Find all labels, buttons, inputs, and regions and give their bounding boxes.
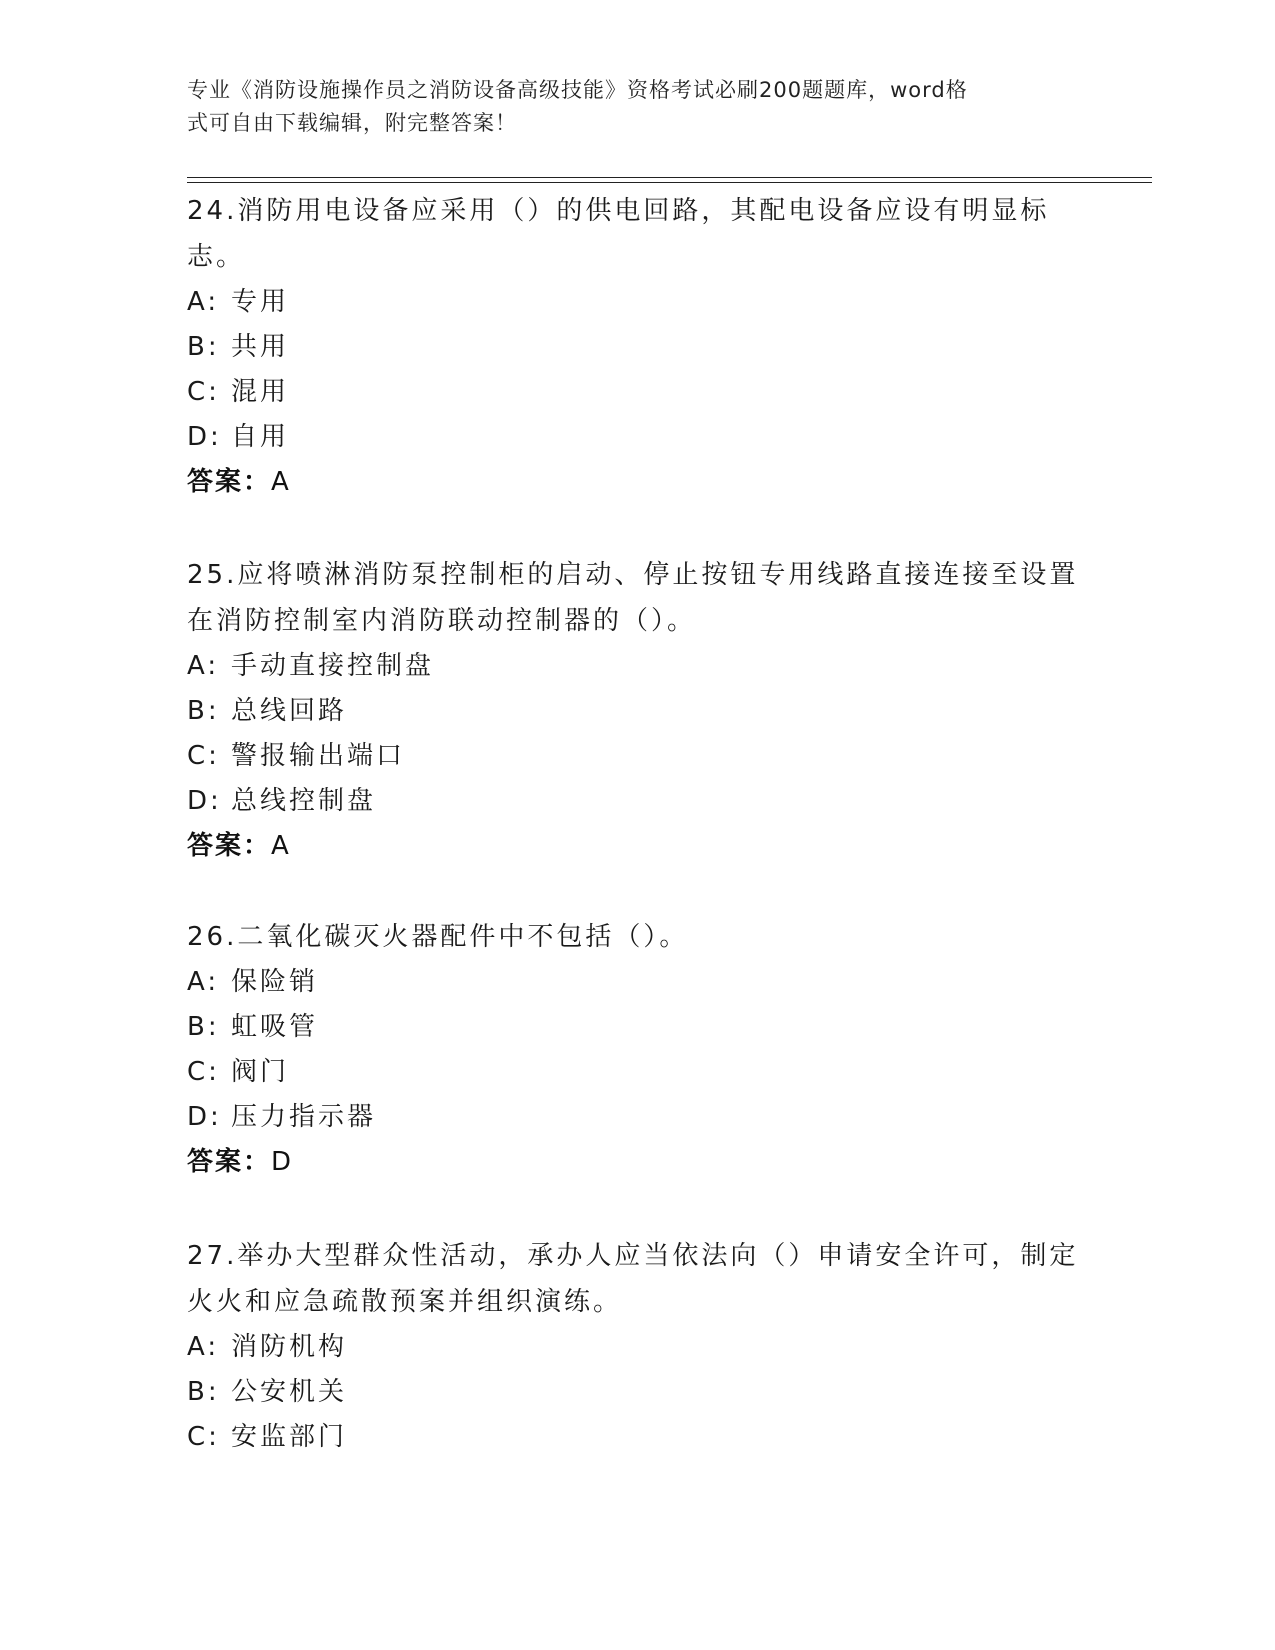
option-d (187, 1095, 1087, 1140)
option-letter: B: (187, 1012, 220, 1042)
option-b (187, 325, 1087, 370)
answer-label: 答案： (187, 831, 272, 861)
option-d (187, 779, 1087, 824)
option-text: 虹吸管 (231, 1012, 319, 1042)
question-24 (187, 188, 1087, 505)
option-letter: D: (187, 422, 222, 452)
answer-line (187, 824, 1087, 869)
option-text: 保险销 (231, 967, 319, 997)
option-text: 手动直接控制盘 (231, 651, 435, 681)
option-letter: B: (187, 1377, 220, 1407)
option-letter: C: (187, 1057, 220, 1087)
option-letter: A: (187, 967, 220, 997)
option-text: 混用 (231, 377, 290, 407)
answer-line (187, 460, 1087, 505)
header-line-2: 式可自由下载编辑，附完整答案！ (187, 111, 517, 135)
option-text: 消防机构 (231, 1332, 348, 1362)
option-text: 专用 (231, 287, 290, 317)
option-a (187, 644, 1087, 689)
option-b (187, 1370, 1087, 1415)
option-a (187, 960, 1087, 1005)
option-letter: D: (187, 786, 222, 816)
option-letter: B: (187, 696, 220, 726)
option-text: 安监部门 (231, 1422, 348, 1452)
option-c (187, 1050, 1087, 1095)
option-d (187, 415, 1087, 460)
option-a (187, 1325, 1087, 1370)
option-b (187, 689, 1087, 734)
option-text: 阀门 (231, 1057, 290, 1087)
document-header (187, 74, 1067, 140)
option-c (187, 370, 1087, 415)
option-text: 公安机关 (231, 1377, 348, 1407)
question-stem: 25.应将喷淋消防泵控制柜的启动、停止按钮专用线路直接连接至设置在消防控制室内消防联动控制器的（）。 (187, 560, 1079, 636)
header-divider-bottom (187, 182, 1152, 183)
answer-line (187, 1140, 1087, 1185)
option-letter: C: (187, 741, 220, 771)
option-text: 总线回路 (231, 696, 348, 726)
option-c (187, 734, 1087, 779)
option-letter: A: (187, 651, 220, 681)
option-text: 警报输出端口 (231, 741, 406, 771)
option-a (187, 280, 1087, 325)
answer-label: 答案： (187, 1147, 272, 1177)
option-letter: A: (187, 1332, 220, 1362)
option-text: 共用 (231, 332, 290, 362)
question-26 (187, 914, 1087, 1185)
header-line-1: 专业《消防设施操作员之消防设备高级技能》资格考试必刷200题题库，word格 (187, 78, 968, 102)
answer-value: A (271, 831, 291, 861)
question-stem: 26.二氧化碳灭火器配件中不包括（）。 (187, 922, 689, 952)
answer-label: 答案： (187, 467, 272, 497)
question-stem: 24.消防用电设备应采用（）的供电回路，其配电设备应设有明显标志。 (187, 196, 1050, 272)
option-letter: C: (187, 1422, 220, 1452)
question-stem: 27.举办大型群众性活动，承办人应当依法向（）申请安全许可，制定火火和应急疏散预案并组织演练。 (187, 1241, 1079, 1317)
option-text: 自用 (231, 422, 290, 452)
question-27 (187, 1233, 1087, 1460)
option-c (187, 1415, 1087, 1460)
option-letter: D: (187, 1102, 222, 1132)
option-text: 总线控制盘 (231, 786, 377, 816)
option-text: 压力指示器 (231, 1102, 377, 1132)
answer-value: A (271, 467, 291, 497)
option-letter: B: (187, 332, 220, 362)
answer-value: D (271, 1147, 294, 1177)
option-letter: A: (187, 287, 220, 317)
question-25 (187, 552, 1087, 869)
option-letter: C: (187, 377, 220, 407)
header-divider-top (187, 177, 1152, 178)
option-b (187, 1005, 1087, 1050)
